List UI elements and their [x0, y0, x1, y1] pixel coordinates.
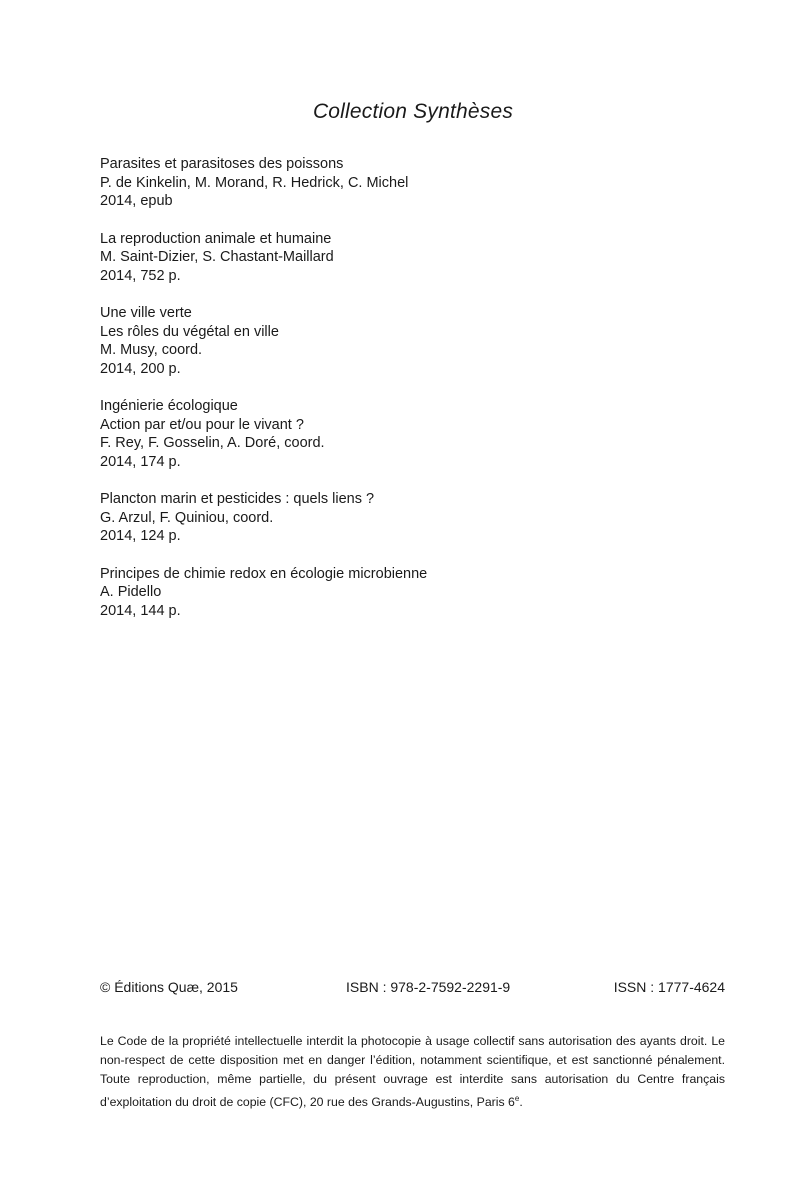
legal-end: . [519, 1095, 523, 1110]
book-title: Plancton marin et pesticides : quels liens ? [100, 491, 375, 507]
book-publication: 2014, 752 p. [100, 267, 181, 284]
book-title: Une ville verte [100, 305, 192, 321]
book-entry [100, 397, 740, 471]
copyright-notice: © Éditions Quæ, 2015 [100, 979, 238, 995]
book-authors: M. Musy, coord. [100, 342, 203, 358]
book-title: La reproduction animale et humaine [100, 230, 332, 247]
book-subtitle: Action par et/ou pour le vivant ? [100, 416, 304, 433]
book-authors: A. Pidello [100, 584, 162, 600]
book-authors: G. Arzul, F. Quiniou, coord. [100, 509, 274, 526]
legal-superscript: e [514, 1094, 520, 1103]
collection-title: Collection Synthèses [312, 100, 514, 123]
issn: ISSN : 1777-4624 [613, 979, 725, 995]
book-title: Principes de chimie redox en écologie microbienne [100, 565, 428, 582]
book-authors: F. Rey, F. Gosselin, A. Doré, coord. [100, 435, 325, 451]
book-publication: 2014, 174 p. [100, 453, 181, 470]
book-entry [100, 565, 740, 621]
book-entry [100, 230, 740, 286]
book-subtitle: Les rôles du végétal en ville [100, 323, 279, 340]
book-entry [100, 155, 740, 211]
legal-notice [100, 1032, 725, 1112]
book-title: Parasites et parasitoses des poissons [100, 156, 344, 172]
book-entry [100, 304, 740, 378]
book-publication: 2014, 144 p. [100, 602, 181, 619]
book-authors: P. de Kinkelin, M. Morand, R. Hedrick, C. Michel [100, 174, 409, 191]
book-publication: 2014, epub [100, 193, 173, 209]
book-authors: M. Saint-Dizier, S. Chastant-Maillard [100, 249, 334, 265]
book-publication: 2014, 124 p. [100, 528, 181, 544]
legal-text: Le Code de la propriété intellectuelle interdit la photocopie à usage collectif sans autorisation des ayants droit. Le non-respect de cette disposition met en danger l’édition, notamment scientifique, et est sanctionné pénalement. Toute reproduction, même partielle, du présent ouvrage est interdite sans autorisation du Centre français d’exploitation du droit de copie (CFC), 20 rue des Grands-Augustins, Paris 6 [100, 1034, 725, 1110]
book-entry [100, 490, 740, 546]
book-list [100, 155, 740, 639]
isbn: ISBN : 978-2-7592-2291-9 [346, 979, 511, 995]
book-title: Ingénierie écologique [100, 398, 238, 414]
book-publication: 2014, 200 p. [100, 360, 181, 377]
